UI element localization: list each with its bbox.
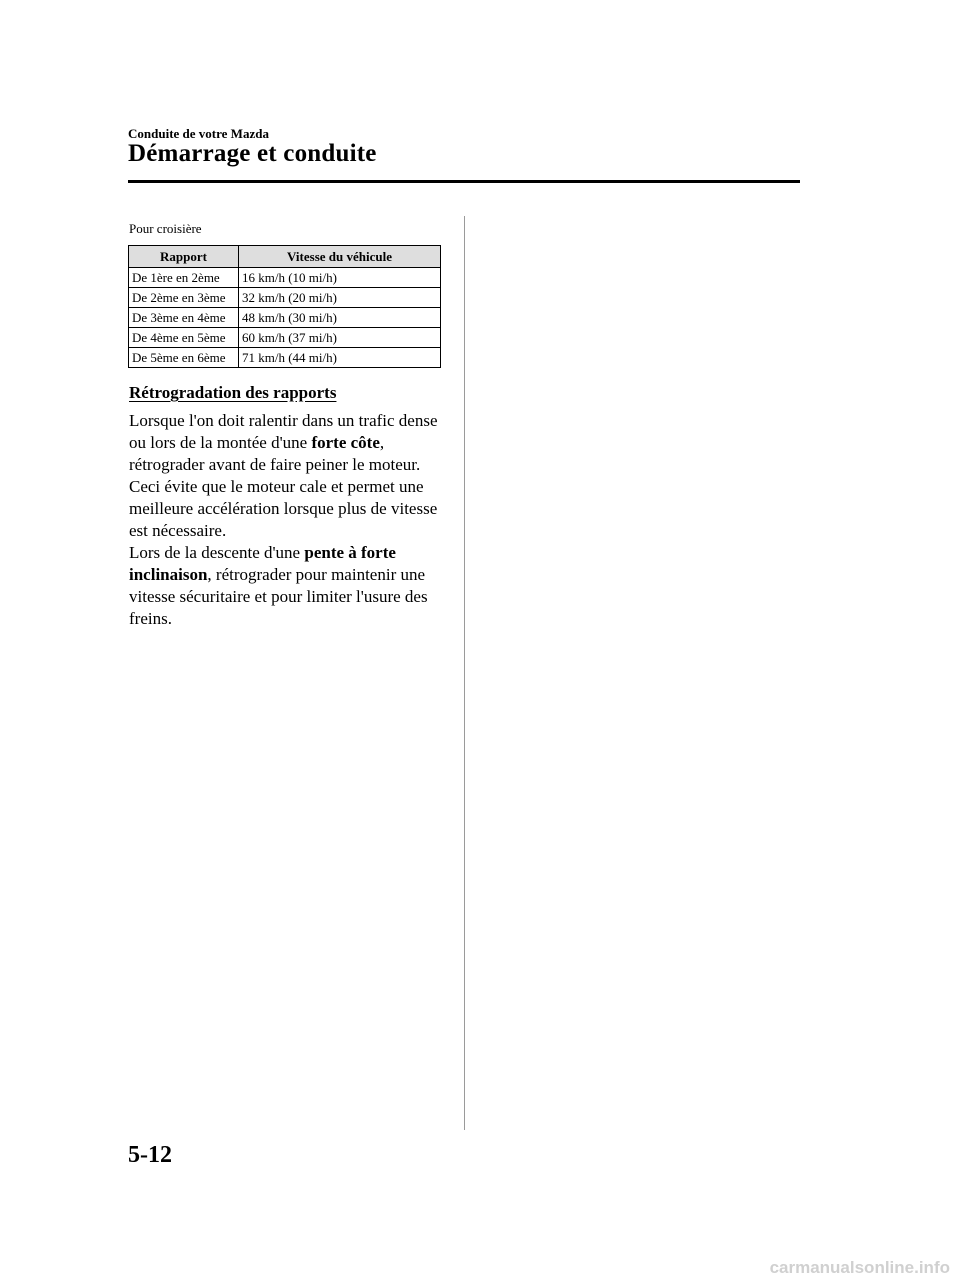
emphasis-text: pente à forte inclinaison [129, 543, 396, 584]
gear-speed-table [128, 245, 441, 368]
table-header-row [129, 246, 441, 268]
body-text [129, 410, 449, 630]
paragraph-text: , rétrograder avant de faire peiner le moteur. Ceci évite que le moteur cale et permet une meilleure accélération lorsque plus de vitesse est nécessaire. [129, 433, 438, 540]
paragraph-text: Lors de la descente d'une [129, 543, 305, 562]
heading-rule [128, 180, 800, 183]
paragraph-downshift-climb [129, 410, 449, 542]
page-title: Démarrage et conduite [128, 140, 377, 167]
table-caption: Pour croisière [129, 221, 202, 236]
speed-cell: 60 km/h (37 mi/h) [239, 328, 441, 348]
gear-cell: De 1ère en 2ème [129, 268, 239, 288]
table-row [129, 308, 441, 328]
table-row [129, 288, 441, 308]
paragraph-text: , rétrograder pour maintenir une vitesse sécuritaire et pour limiter l'usure des freins. [129, 565, 428, 628]
column-header-gear: Rapport [129, 246, 239, 268]
table-row [129, 328, 441, 348]
watermark: carmanualsonline.info [769, 1258, 950, 1277]
speed-cell: 71 km/h (44 mi/h) [239, 348, 441, 368]
gear-cell: De 4ème en 5ème [129, 328, 239, 348]
column-divider [464, 216, 465, 1130]
paragraph-downshift-descent [129, 542, 449, 630]
gear-cell: De 3ème en 4ème [129, 308, 239, 328]
column-header-speed: Vitesse du véhicule [239, 246, 441, 268]
gear-cell: De 2ème en 3ème [129, 288, 239, 308]
paragraph-text: Lorsque l'on doit ralentir dans un trafic dense ou lors de la montée d'une [129, 411, 438, 452]
speed-cell: 32 km/h (20 mi/h) [239, 288, 441, 308]
speed-cell: 48 km/h (30 mi/h) [239, 308, 441, 328]
gear-cell: De 5ème en 6ème [129, 348, 239, 368]
section-label: Conduite de votre Mazda [128, 126, 269, 141]
table-row [129, 268, 441, 288]
emphasis-text: forte côte [311, 433, 380, 452]
table-row [129, 348, 441, 368]
speed-cell: 16 km/h (10 mi/h) [239, 268, 441, 288]
page-number: 5-12 [128, 1142, 172, 1168]
section-heading: Rétrogradation des rapports [129, 383, 337, 402]
